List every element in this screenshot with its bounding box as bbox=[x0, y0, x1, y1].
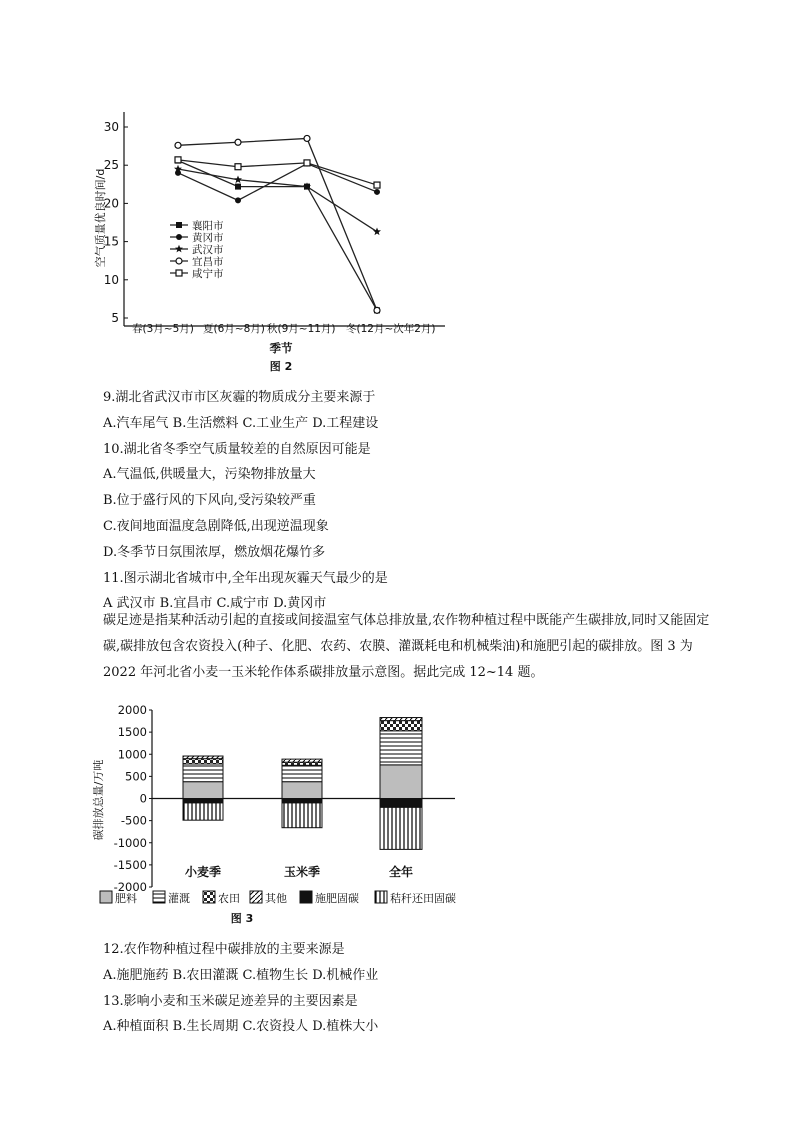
bar-segment bbox=[183, 803, 223, 820]
question-line: 12.农作物种植过程中碳排放的主要来源是 bbox=[103, 942, 345, 957]
y-tick-label: 1000 bbox=[117, 747, 147, 762]
y-tick-label: -500 bbox=[120, 813, 147, 828]
bar-segment bbox=[380, 807, 422, 849]
data-point bbox=[235, 184, 241, 190]
series-2 bbox=[175, 161, 380, 204]
question-line: A.种植面积 B.生长周期 C.农资投人 D.植株大小 bbox=[103, 1019, 379, 1035]
data-point bbox=[374, 182, 380, 188]
x-axis-label: 季节 bbox=[269, 341, 293, 355]
x-tick-label: 玉米季 bbox=[283, 865, 321, 879]
data-point bbox=[304, 135, 310, 141]
x-tick-label: 夏(6月~8月) bbox=[203, 323, 265, 335]
y-tick-label: -1000 bbox=[113, 835, 147, 850]
data-point bbox=[175, 142, 181, 148]
legend-swatch bbox=[300, 891, 312, 903]
bar-segment bbox=[282, 759, 322, 762]
y-tick-label: -1500 bbox=[113, 857, 147, 872]
data-point bbox=[374, 189, 380, 195]
data-point bbox=[176, 234, 182, 240]
data-point bbox=[175, 157, 181, 163]
y-tick-label: 2000 bbox=[117, 703, 147, 717]
bar-segment bbox=[380, 765, 422, 799]
legend-label: 秸秆还田固碳 bbox=[390, 892, 456, 905]
bar-segment bbox=[380, 731, 422, 765]
question-line: A.汽车尾气 B.生活燃料 C.工业生产 D.工程建设 bbox=[103, 415, 379, 431]
figure-caption: 图 2 bbox=[269, 360, 293, 373]
data-point bbox=[374, 307, 380, 313]
data-point bbox=[175, 245, 183, 253]
legend-label: 咸宁市 bbox=[192, 268, 224, 280]
y-axis-label: 碳排放总量/万吨 bbox=[92, 759, 105, 841]
bar-segment bbox=[380, 721, 422, 731]
legend-label: 施肥固碳 bbox=[315, 892, 359, 905]
bar-segment bbox=[183, 799, 223, 803]
y-tick-label: 20 bbox=[103, 196, 119, 211]
series-line bbox=[178, 164, 377, 201]
x-tick-label: 秋(9月~11月) bbox=[267, 323, 336, 335]
bar-segment bbox=[282, 803, 322, 828]
legend-swatch bbox=[153, 891, 165, 903]
y-tick-label: 1500 bbox=[117, 725, 147, 740]
legend-label: 武汉市 bbox=[192, 244, 224, 256]
x-tick-label: 全年 bbox=[388, 865, 414, 879]
data-point bbox=[235, 164, 241, 170]
y-tick-label: 15 bbox=[103, 234, 119, 249]
question-line: D.冬季节日氛围浓厚，燃放烟花爆竹多 bbox=[103, 544, 326, 560]
x-tick-label: 春(3月~5月) bbox=[132, 323, 194, 335]
legend-label: 农田 bbox=[218, 892, 240, 905]
legend-swatch bbox=[250, 891, 262, 903]
legend-label: 肥料 bbox=[115, 892, 137, 905]
x-tick-label: 小麦季 bbox=[184, 865, 222, 879]
intro-paragraph: 碳足迹是指某种活动引起的直接或间接温室气体总排放量,农作物种植过程中既能产生碳排放,同时又能固定碳,碳排放包含农资投入(种子、化肥、农药、农膜、灌溉耗电和机械柴油)和施肥引起的碳排放。图 3 为 2022 年河北省小麦一玉米轮作体系碳排放量示意图。据此完成 12~14 题。 bbox=[103, 613, 710, 680]
data-point bbox=[176, 258, 182, 264]
bar-group-3 bbox=[380, 718, 422, 850]
y-tick-label: 0 bbox=[139, 791, 147, 806]
legend-label: 襄阳市 bbox=[192, 220, 224, 232]
legend-swatch bbox=[375, 891, 387, 903]
bar-segment bbox=[183, 764, 223, 782]
bar-segment bbox=[380, 799, 422, 808]
legend-label: 灌溉 bbox=[168, 892, 190, 905]
y-tick-label: 5 bbox=[111, 311, 119, 325]
y-tick-label: -2000 bbox=[113, 880, 147, 894]
bar-segment bbox=[183, 782, 223, 799]
question-line: 11.图示湖北省城市中,全年出现灰霾天气最少的是 bbox=[103, 570, 388, 586]
y-tick-label: 10 bbox=[103, 272, 119, 287]
question-line: C.夜间地面温度急剧降低,出现逆温现象 bbox=[103, 519, 329, 534]
bar-segment bbox=[282, 799, 322, 803]
bar-segment bbox=[380, 718, 422, 721]
question-line: 13.影响小麦和玉米碳足迹差异的主要因素是 bbox=[103, 993, 358, 1009]
data-point bbox=[235, 139, 241, 145]
data-point bbox=[234, 176, 242, 184]
legend-swatch bbox=[100, 891, 112, 903]
legend-label: 宜昌市 bbox=[192, 256, 224, 268]
data-point bbox=[176, 270, 182, 276]
bar-segment bbox=[282, 782, 322, 799]
question-line: A 武汉市 B.宜昌市 C.咸宁市 D.黄冈市 bbox=[103, 596, 327, 612]
bar-group-2 bbox=[282, 759, 322, 828]
question-line: A.气温低,供暖量大，污染物排放量大 bbox=[103, 467, 316, 483]
legend-label: 黄冈市 bbox=[192, 232, 224, 244]
x-tick-label: 冬(12月~次年2月) bbox=[346, 323, 436, 335]
question-line: A.施肥施药 B.农田灌溉 C.植物生长 D.机械作业 bbox=[103, 967, 379, 983]
y-tick-label: 500 bbox=[125, 769, 147, 784]
legend bbox=[100, 891, 456, 905]
legend-label: 其他 bbox=[265, 892, 287, 905]
question-line: 9.湖北省武汉市市区灰霾的物质成分主要来源于 bbox=[103, 390, 376, 405]
question-line: B.位于盛行风的下风向,受污染较严重 bbox=[103, 493, 316, 509]
bar-group-1 bbox=[183, 756, 223, 820]
figure-3 bbox=[90, 700, 490, 930]
y-tick-label: 25 bbox=[103, 158, 119, 173]
y-axis-label: 空气质量优良时间/d bbox=[94, 168, 107, 268]
figure-2-chart bbox=[90, 100, 460, 375]
figure-3-chart bbox=[90, 700, 490, 930]
question-line: 10.湖北省冬季空气质量较差的自然原因可能是 bbox=[103, 441, 371, 457]
data-point bbox=[235, 197, 241, 203]
bar-segment bbox=[282, 765, 322, 781]
legend bbox=[170, 219, 224, 280]
bar-segment bbox=[183, 756, 223, 759]
bar-segment bbox=[183, 759, 223, 764]
legend-swatch bbox=[203, 891, 215, 903]
data-point bbox=[373, 228, 381, 236]
y-tick-label: 30 bbox=[103, 120, 119, 134]
figure-2 bbox=[90, 100, 460, 375]
data-point bbox=[176, 222, 182, 228]
figure-caption: 图 3 bbox=[230, 912, 254, 925]
data-point bbox=[304, 160, 310, 166]
series-line bbox=[178, 160, 377, 185]
